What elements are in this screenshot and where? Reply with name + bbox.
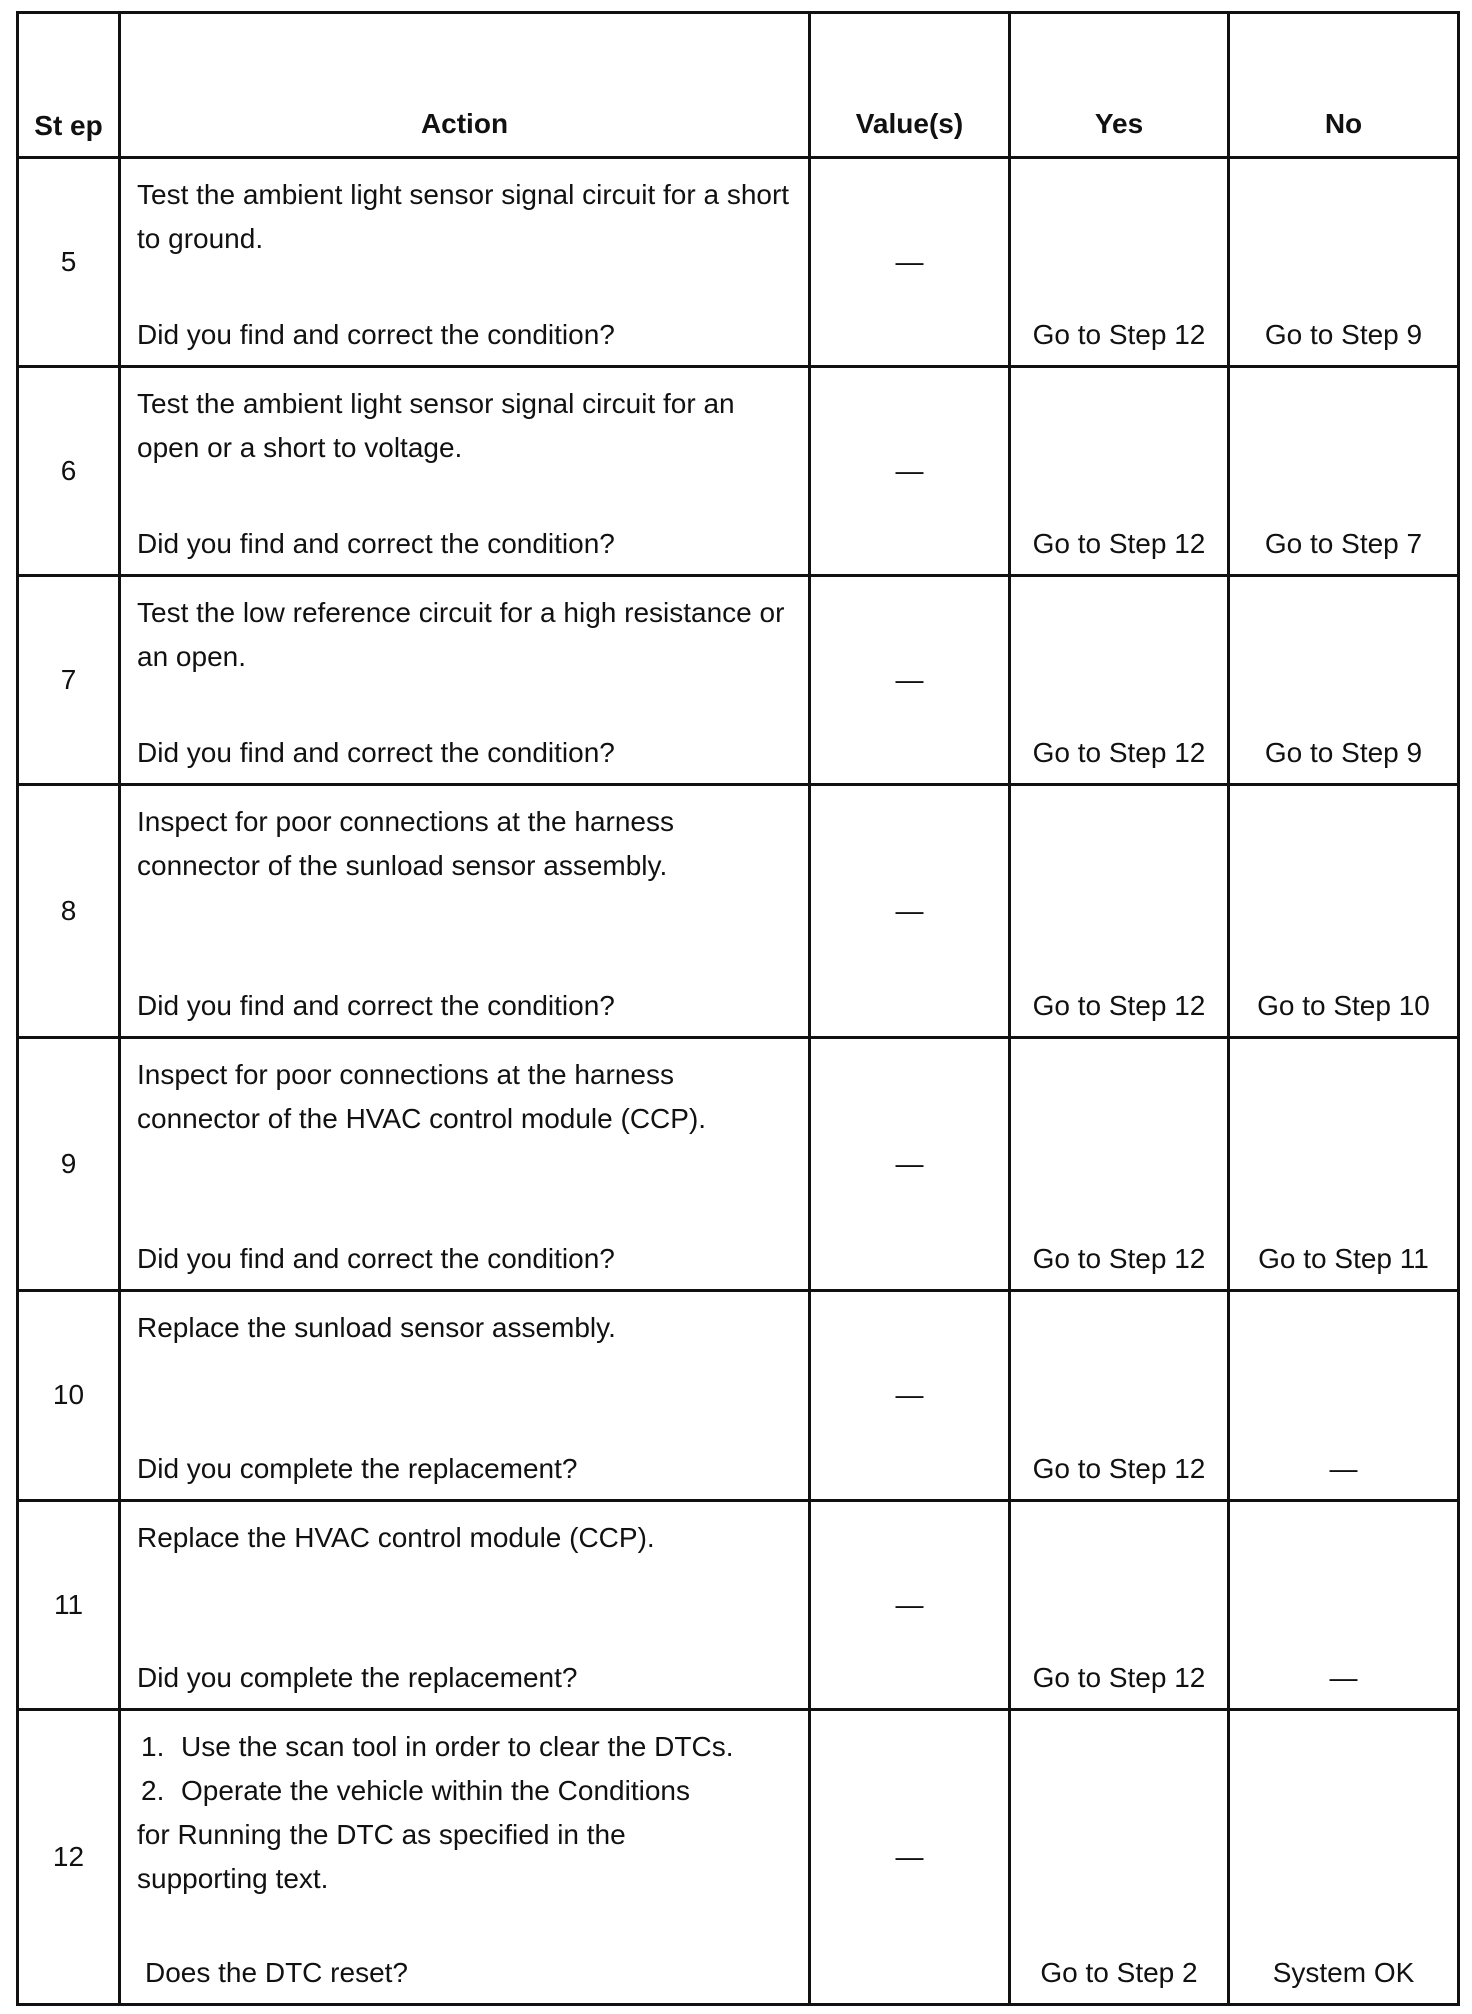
action-question: Did you find and correct the condition? — [137, 737, 615, 769]
list-item-text: Operate the vehicle within the Conditions — [181, 1774, 690, 1806]
no-cell: Go to Step 9 — [1229, 576, 1459, 785]
action-text: Inspect for poor connections at the harness connector of the HVAC control module (CCP). — [137, 1059, 707, 1135]
step-number: 11 — [18, 1500, 120, 1709]
action-cell — [120, 1291, 810, 1500]
value-cell: — — [810, 1709, 1010, 2004]
header-step — [18, 13, 120, 158]
no-cell: — — [1229, 1500, 1459, 1709]
yes-cell: Go to Step 12 — [1010, 576, 1229, 785]
action-question: Does the DTC reset? — [145, 1957, 408, 1988]
table-row — [18, 576, 1459, 785]
value-cell: — — [810, 785, 1010, 1038]
yes-cell: Go to Step 12 — [1010, 785, 1229, 1038]
action-text: Replace the sunload sensor assembly. — [137, 1312, 616, 1344]
step-number: 6 — [18, 367, 120, 576]
no-cell: System OK — [1229, 1709, 1459, 2004]
diagnostic-steps-table — [16, 11, 1460, 2006]
action-question: Did you find and correct the condition? — [137, 319, 615, 351]
action-text: Test the ambient light sensor signal circuit for a short to ground. — [137, 179, 790, 254]
table-row — [18, 1709, 1459, 2004]
header-values: Value(s) — [810, 13, 1010, 158]
action-cell — [120, 1500, 810, 1709]
yes-cell: Go to Step 2 — [1010, 1709, 1229, 2004]
action-cell — [120, 367, 810, 576]
action-cell — [120, 1709, 810, 2004]
action-cell — [120, 576, 810, 785]
action-question: Did you complete the replacement? — [137, 1661, 578, 1693]
value-cell: — — [810, 158, 1010, 367]
yes-cell: Go to Step 12 — [1010, 1500, 1229, 1709]
table-row — [18, 158, 1459, 367]
value-cell: — — [810, 1500, 1010, 1709]
header-action: Action — [120, 13, 810, 158]
step-number: 8 — [18, 785, 120, 1038]
step-number: 12 — [18, 1709, 120, 2004]
no-cell: Go to Step 11 — [1229, 1038, 1459, 1291]
header-yes: Yes — [1010, 13, 1229, 158]
yes-cell: Go to Step 12 — [1010, 1038, 1229, 1291]
action-question: Did you complete the replacement? — [137, 1452, 578, 1484]
no-cell: — — [1229, 1291, 1459, 1500]
list-continuation: supporting text. — [137, 1862, 329, 1894]
action-text: Inspect for poor connections at the harness connector of the sunload sensor assembly. — [137, 806, 674, 882]
no-cell: Go to Step 7 — [1229, 367, 1459, 576]
list-item — [137, 1769, 792, 1813]
list-item-number: 1. — [141, 1730, 165, 1762]
action-cell — [120, 785, 810, 1038]
yes-cell: Go to Step 12 — [1010, 367, 1229, 576]
action-question: Did you find and correct the condition? — [137, 990, 615, 1022]
action-question: Did you find and correct the condition? — [137, 1243, 615, 1275]
action-question: Did you find and correct the condition? — [137, 528, 615, 560]
no-cell: Go to Step 10 — [1229, 785, 1459, 1038]
diagnostic-table-page — [16, 11, 1457, 2006]
yes-cell: Go to Step 12 — [1010, 158, 1229, 367]
header-step-label: St ep — [34, 110, 103, 141]
table-header-row — [18, 13, 1459, 158]
table-row — [18, 1038, 1459, 1291]
action-cell — [120, 158, 810, 367]
list-item-number: 2. — [141, 1774, 165, 1806]
list-item — [137, 1725, 792, 1769]
action-text: Test the ambient light sensor signal circuit for an open or a short to voltage. — [137, 388, 735, 464]
no-cell: Go to Step 9 — [1229, 158, 1459, 367]
step-number: 5 — [18, 158, 120, 367]
header-no: No — [1229, 13, 1459, 158]
action-text: Replace the HVAC control module (CCP). — [137, 1521, 655, 1553]
action-cell — [120, 1038, 810, 1291]
table-row — [18, 367, 1459, 576]
action-text: Test the low reference circuit for a high resistance or an open. — [137, 597, 785, 673]
table-row — [18, 1291, 1459, 1500]
value-cell: — — [810, 367, 1010, 576]
list-item-text: Use the scan tool in order to clear the DTCs. — [181, 1730, 734, 1762]
table-row — [18, 785, 1459, 1038]
step-number: 10 — [18, 1291, 120, 1500]
yes-cell: Go to Step 12 — [1010, 1291, 1229, 1500]
value-cell: — — [810, 1038, 1010, 1291]
value-cell: — — [810, 1291, 1010, 1500]
action-steps-list — [137, 1725, 792, 1901]
step-number: 9 — [18, 1038, 120, 1291]
list-continuation: for Running the DTC as specified in the — [137, 1818, 626, 1850]
value-cell: — — [810, 576, 1010, 785]
table-row — [18, 1500, 1459, 1709]
step-number: 7 — [18, 576, 120, 785]
